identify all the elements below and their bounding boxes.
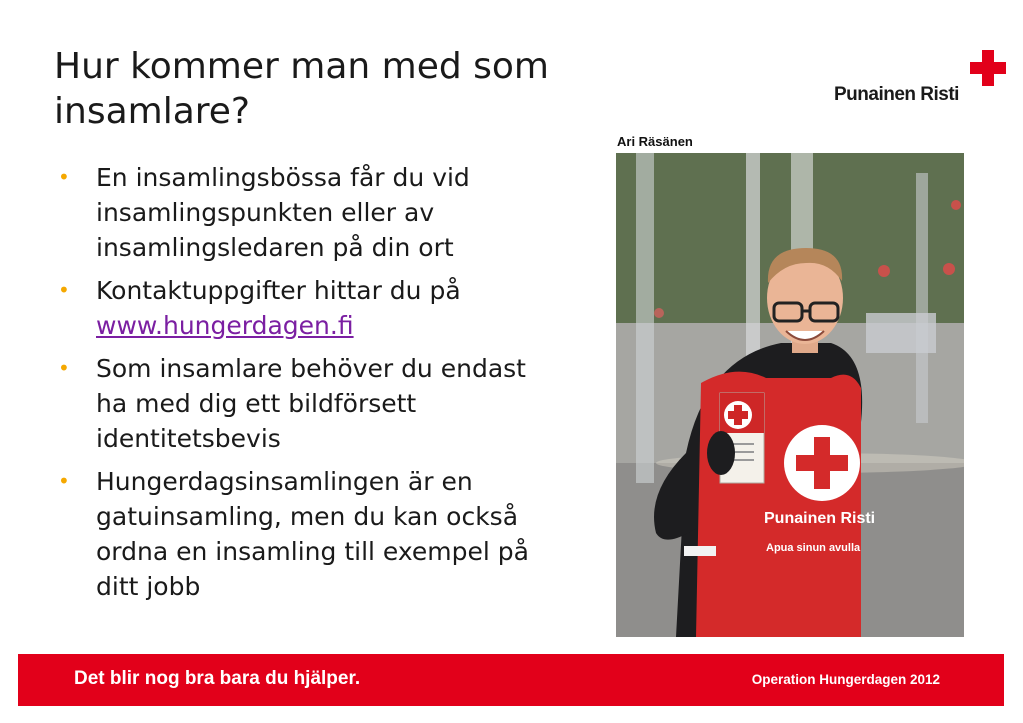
logo-text: Punainen Risti [834,84,959,105]
red-cross-icon [970,50,1006,86]
vest-subtext: Apua sinun avulla [766,542,861,554]
bullet-text: Som insamlare behöver du endast ha med dig ett bildförsett identitetsbevis [96,354,526,453]
bullet-item [56,160,556,265]
volunteer-photo [616,153,964,637]
bullet-dot-icon: • [58,278,70,302]
bullet-text: Kontaktuppgifter hittar du på [96,276,461,305]
bullet-item [56,464,556,604]
footer-slogan: Det blir nog bra bara du hjälper. [74,668,361,689]
footer-bar [18,654,1004,706]
bullet-dot-icon: • [58,469,70,493]
bullet-text: En insamlingsbössa får du vid insamlingspunkten eller av insamlingsledaren på din ort [96,163,470,262]
slide-title [54,44,614,134]
hungerdagen-link[interactable]: www.hungerdagen.fi [96,311,354,340]
photo-credit: Ari Räsänen [617,134,693,149]
title-line-2: insamlare? [54,91,251,132]
bullet-item [56,273,556,343]
bullet-list [56,160,556,612]
red-cross-logo [834,50,1006,106]
footer-event-name: Operation Hungerdagen 2012 [751,672,940,687]
bullet-dot-icon: • [58,165,70,189]
bullet-text: Hungerdagsinsamlingen är en gatuinsamling, men du kan också ordna en insamling till exempel på ditt jobb [96,467,529,601]
bullet-item [56,351,556,456]
vest-text: Punainen Risti [764,510,876,527]
bullet-dot-icon: • [58,356,70,380]
volunteer-illustration [616,153,964,637]
title-line-1: Hur kommer man med som [54,46,549,87]
